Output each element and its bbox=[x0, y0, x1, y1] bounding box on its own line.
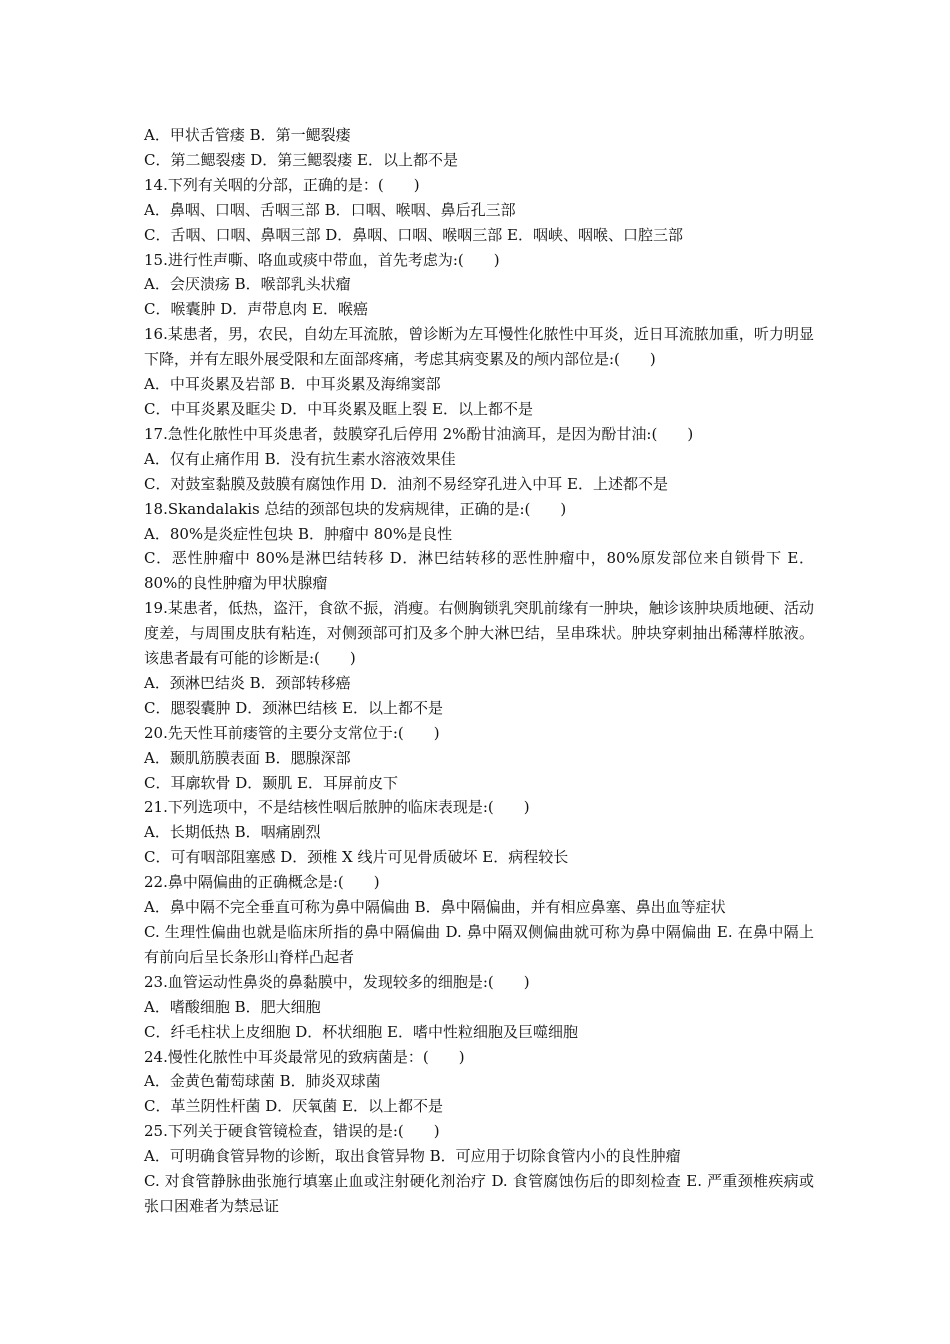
question-22: 22.鼻中隔偏曲的正确概念是:( ) bbox=[144, 873, 380, 892]
option-line: C. 生理性偏曲也就是临床所指的鼻中隔偏曲 D. 鼻中隔双侧偏曲就可称为鼻中隔偏曲 E. 在鼻中隔上有前向后呈长条形山脊样凸起者 bbox=[144, 923, 814, 966]
question-17: 17.急性化脓性中耳炎患者，鼓膜穿孔后停用 2%酚甘油滴耳，是因为酚甘油:( ) bbox=[144, 424, 694, 443]
question-15: 15.进行性声嘶、咯血或痰中带血，首先考虑为:( ) bbox=[144, 250, 500, 269]
option-line: A．中耳炎累及岩部 B．中耳炎累及海绵窦部 bbox=[144, 375, 441, 394]
option-line: C．喉囊肿 D．声带息肉 E．喉癌 bbox=[144, 300, 368, 319]
option-line: C．恶性肿瘤中 80%是淋巴结转移 D．淋巴结转移的恶性肿瘤中，80%原发部位来自锁骨下 E．80%的良性肿瘤为甲状腺瘤 bbox=[144, 549, 814, 593]
question-23: 23.血管运动性鼻炎的鼻黏膜中，发现较多的细胞是:( ) bbox=[144, 972, 530, 991]
option-line: C. 对食管静脉曲张施行填塞止血或注射硬化剂治疗 D. 食管腐蚀伤后的即刻检查 E. 严重颈椎疾病或张口困难者为禁忌证 bbox=[144, 1172, 814, 1215]
question-24: 24.慢性化脓性中耳炎最常见的致病菌是：( ) bbox=[144, 1047, 465, 1066]
option-line: C．中耳炎累及眶尖 D．中耳炎累及眶上裂 E．以上都不是 bbox=[144, 399, 533, 418]
option-line: C．可有咽部阻塞感 D．颈椎 X 线片可见骨质破坏 E．病程较长 bbox=[144, 848, 569, 867]
option-line: A．金黄色葡萄球菌 B．肺炎双球菌 bbox=[144, 1072, 381, 1091]
option-line: A．仅有止痛作用 B．没有抗生素水溶液效果佳 bbox=[144, 449, 456, 468]
question-20: 20.先天性耳前瘘管的主要分支常位于:( ) bbox=[144, 723, 440, 742]
option-line: A．颞肌筋膜表面 B．腮腺深部 bbox=[144, 748, 351, 767]
question-16: 16.某患者，男，农民，自幼左耳流脓，曾诊断为左耳慢性化脓性中耳炎，近日耳流脓加重，听力明显下降，并有左眼外展受限和左面部疼痛，考虑其病变累及的颅内部位是:( ) bbox=[144, 325, 814, 369]
option-line: C．纤毛柱状上皮细胞 D．杯状细胞 E．嗜中性粒细胞及巨噬细胞 bbox=[144, 1022, 578, 1041]
document-page bbox=[144, 123, 814, 1219]
option-line: C．耳廓软骨 D．颞肌 E．耳屏前皮下 bbox=[144, 773, 398, 792]
option-line: C．舌咽、口咽、鼻咽三部 D．鼻咽、口咽、喉咽三部 E．咽峡、咽喉、口腔三部 bbox=[144, 225, 683, 244]
option-line: C．腮裂囊肿 D．颈淋巴结核 E．以上都不是 bbox=[144, 698, 443, 717]
option-line: A．颈淋巴结炎 B．颈部转移癌 bbox=[144, 673, 351, 692]
option-line: C．对鼓室黏膜及鼓膜有腐蚀作用 D．油剂不易经穿孔进入中耳 E．上述都不是 bbox=[144, 474, 668, 493]
question-18: 18.Skandalakis 总结的颈部包块的发病规律，正确的是:( ) bbox=[144, 499, 567, 518]
option-line: A．80%是炎症性包块 B．肿瘤中 80%是良性 bbox=[144, 524, 453, 543]
question-21: 21.下列选项中，不是结核性咽后脓肿的临床表现是:( ) bbox=[144, 798, 530, 817]
option-line: C．第二鳃裂瘘 D．第三鳃裂瘘 E．以上都不是 bbox=[144, 150, 458, 169]
question-19: 19.某患者，低热，盗汗，食欲不振，消瘦。右侧胸锁乳突肌前缘有一肿块，触诊该肿块质地硬、活动度差，与周围皮肤有粘连，对侧颈部可扪及多个肿大淋巴结，呈串珠状。肿块穿刺抽出稀薄样脓液。该患者最有可能的诊断是:( ) bbox=[144, 599, 814, 668]
option-line: A．长期低热 B．咽痛剧烈 bbox=[144, 823, 321, 842]
option-line: A．鼻咽、口咽、舌咽三部 B．口咽、喉咽、鼻后孔三部 bbox=[144, 200, 516, 219]
question-25: 25.下列关于硬食管镜检查，错误的是:( ) bbox=[144, 1122, 440, 1141]
option-line: C．革兰阴性杆菌 D．厌氧菌 E．以上都不是 bbox=[144, 1097, 443, 1116]
option-line: A．嗜酸细胞 B．肥大细胞 bbox=[144, 997, 321, 1016]
question-14: 14.下列有关咽的分部，正确的是：( ) bbox=[144, 175, 420, 194]
option-line: A．可明确食管异物的诊断，取出食管异物 B．可应用于切除食管内小的良性肿瘤 bbox=[144, 1147, 681, 1166]
option-line: A．鼻中隔不完全垂直可称为鼻中隔偏曲 B．鼻中隔偏曲，并有相应鼻塞、鼻出血等症状 bbox=[144, 898, 726, 917]
option-line: A．甲状舌管瘘 B．第一鳃裂瘘 bbox=[144, 126, 351, 144]
option-line: A．会厌溃疡 B．喉部乳头状瘤 bbox=[144, 275, 351, 294]
